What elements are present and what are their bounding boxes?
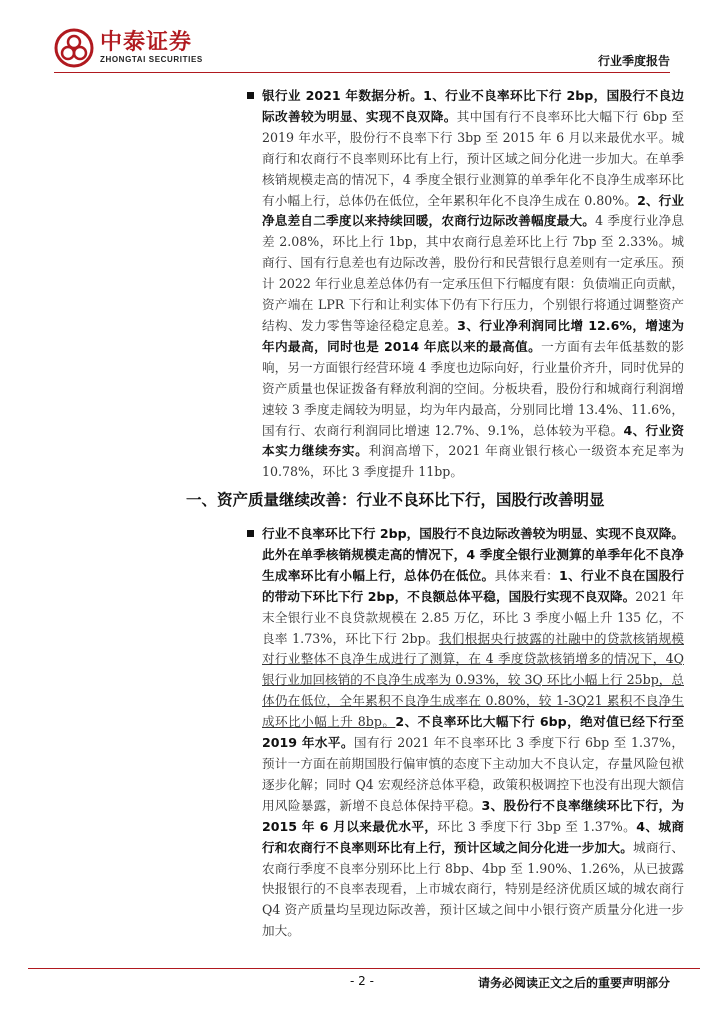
- summary-text-3: 一方面有去年低基数的影响，另一方面银行经营环境 4 季度也边际向好，行业量价齐升，同时优异的资产质量也保证拨备有释放利润的空间。分板块看，股份行和城商行利润增速较 3 季度走阔较为明显，均为年内最高，分别同比增 13.4%、11.6%，国有行、农商行利润同比增速 12.7%、9.1%，总体较为平稳。: [262, 338, 685, 438]
- report-type-label: 行业季度报告: [597, 54, 670, 68]
- aq-point-3: 3、股份行不良率继续环比下行，为 2015 年 6 月以来最优水平，: [262, 797, 684, 834]
- zhongtai-logo-icon: [54, 28, 94, 68]
- aq-underlined-text: 我们根据央行披露的社融中的贷款核销规模对行业整体不良净生成进行了测算，在 4 季度贷款核销增多的情况下，4Q 银行业加回核销的不良净生成率为 0.93%，较 3Q 环比小幅上行 25bp，总体仍在低位，全年累积不良净生成率在 0.80%，较 1-3Q21 累积不良净生成环比小幅上升 8bp。: [262, 630, 684, 730]
- header-divider: [54, 72, 670, 73]
- summary-point-4: 4、行业资本实力继续夯实。: [262, 422, 684, 459]
- disclaimer-notice: 请务必阅读正文之后的重要声明部分: [477, 976, 670, 990]
- summary-text-4: 利润高增下，2021 年商业银行核心一级资本充足率为 10.78%，环比 3 季度提升 11bp。: [262, 443, 684, 480]
- square-bullet-icon: [247, 92, 254, 99]
- summary-text-1: 其中国有行不良率环比大幅下行 6bp 至 2019 年水平，股份行不良率下行 3bp 至 2015 年 6 月以来最优水平。城商行和农商行不良率则环比有上行，预计区域之间分化进一步加大。在单季核销规模走高的情况下，4 季度全银行业测算的单季年化不良净生成率环比有小幅上行，总体仍在低位，全年累积年化不良净生成在 0.80%。: [262, 108, 684, 208]
- logo-english-name: ZHONGTAI SECURITIES: [100, 55, 203, 64]
- asset-quality-paragraph: [262, 524, 684, 942]
- footer-divider: [28, 968, 700, 969]
- aq-text-4: 环比 3 季度下行 3bp 至 1.37%。: [437, 818, 637, 834]
- aq-point-1: 1、行业不良在国股行的带动下环比下行 2bp，不良额总体平稳，国股行实现不良双降。: [262, 567, 685, 604]
- page-number: - 2 -: [350, 974, 374, 988]
- summary-text-2: 4 季度行业净息差 2.08%，环比上行 1bp，其中农商行息差环比上行 7bp 至 2.33%。城商行、国有行息差也有边际改善，股份行和民营银行息差则有一定承压。预计 2022 年行业息差总体仍有一定承压但下行幅度有限：负债端正向贡献，资产端在 LPR 下行和让利实体下仍有下行压力，个别银行将通过调整资产结构、发力零售等途径稳定息差。: [262, 213, 684, 333]
- summary-point-1: 银行业 2021 年数据分析。1、行业不良率环比下行 2bp，国股行不良边际改善较为明显、实现不良双降。: [262, 88, 684, 124]
- aq-point-4: 4、城商行和农商行不良率则环比有上行，预计区域之间分化进一步加大。: [262, 818, 685, 855]
- summary-point-3: 3、行业净利润同比增 12.6%，增速为年内最高，同时也是 2014 年底以来的最高值。: [262, 317, 684, 354]
- aq-text-5: 城商行、农商行季度不良率分别环比上行 8bp、4bp 至 1.90%、1.26%，从已披露快报银行的不良率表现看，上市城农商行，特别是经济优质区域的城农商行 Q4 资产质量均呈现边际改善，预计区域之间中小银行资产质量分化进一步加大。: [262, 839, 685, 939]
- logo-chinese-name: 中泰证券: [100, 30, 193, 55]
- aq-text-3: 国有行 2021 年不良率环比 3 季度下行 6bp 至 1.37%，预计一方面在前期国股行偏审慎的态度下主动加大不良认定，存量风险包袱逐步化解；同时 Q4 宏观经济总体平稳，政策积极调控下也没有出现大额信用风险暴露，新增不良总体保持平稳。: [262, 735, 684, 813]
- aq-text-1: 具体来看：: [494, 567, 560, 583]
- aq-lead: 行业不良率环比下行 2bp，国股行不良边际改善较为明显、实现不良双降。此外在单季核销规模走高的情况下，4 季度全银行业测算的单季年化不良净生成率环比有小幅上行，总体仍在低位。: [262, 526, 684, 583]
- square-bullet-icon: [247, 530, 254, 537]
- aq-point-2: 2、不良率环比大幅下行 6bp，绝对值已经下行至 2019 年水平。: [262, 714, 684, 751]
- company-logo: [54, 28, 203, 68]
- summary-paragraph: [262, 86, 684, 483]
- aq-text-2: 2021 年末全银行业不良贷款规模在 2.85 万亿，环比 3 季度小幅上升 135 亿，不良率 1.73%，环比下行 2bp。: [262, 588, 684, 646]
- summary-point-2: 2、行业净息差自二季度以来持续回暖，农商行边际改善幅度最大。: [262, 192, 684, 229]
- section-heading: 一、资产质量继续改善：行业不良环比下行，国股行改善明显: [186, 491, 605, 509]
